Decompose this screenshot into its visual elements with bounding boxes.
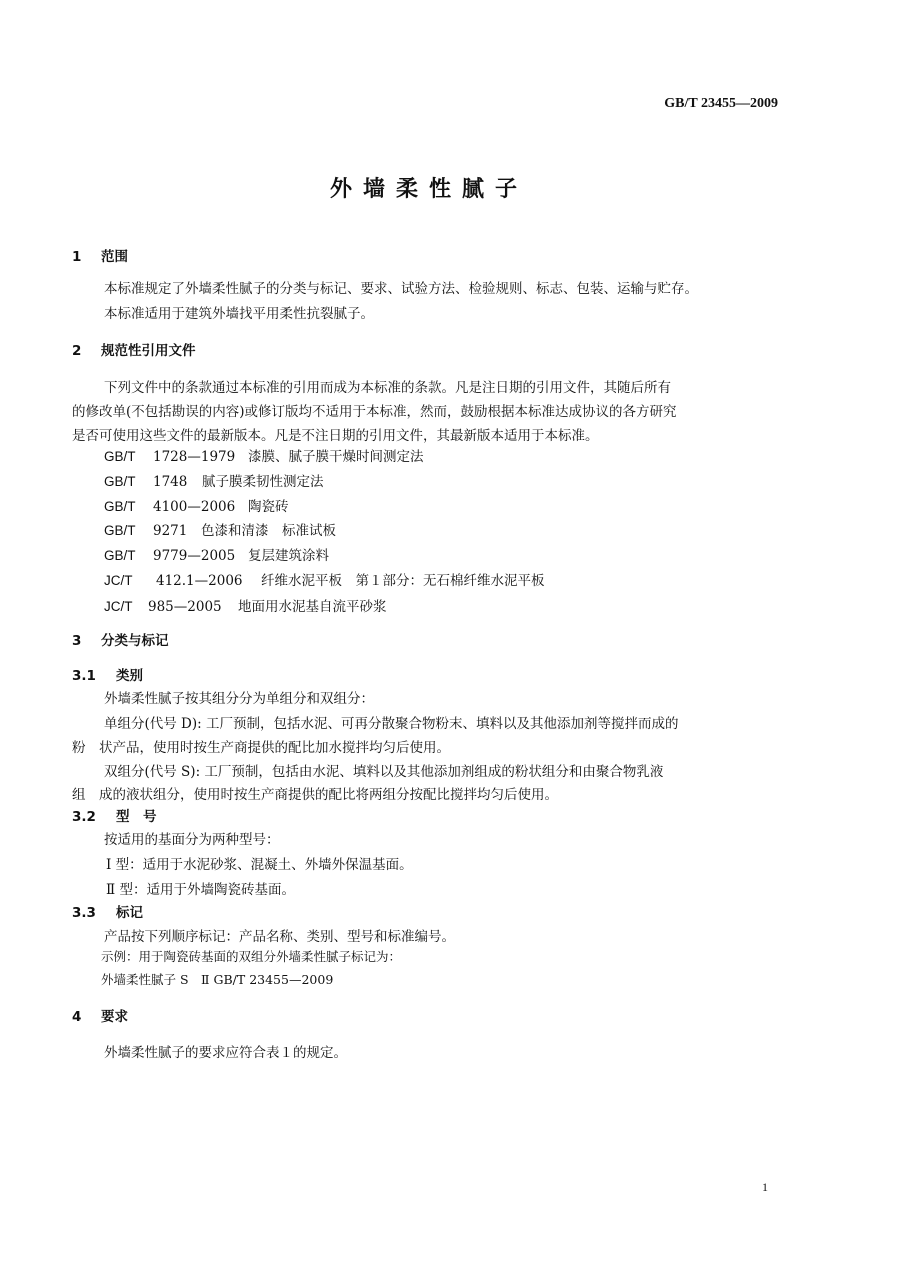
paragraph: 本标准规定了外墙柔性腻子的分类与标记、要求、试验方法、检验规则、标志、包装、运输与贮存。 — [104, 281, 698, 297]
section-number: 1 — [72, 249, 82, 265]
paragraph-line: 下列文件中的条款通过本标准的引用而成为本标准的条款。凡是注日期的引用文件，其随后所有 — [104, 380, 671, 396]
paragraph-line: 双组分(代号 S): 工厂预制，包括由水泥、填料以及其他添加剂组成的粉状组分和由聚合物乳液 — [104, 764, 664, 780]
paragraph-line: 组 成的液状组分，使用时按生产商提供的配比将两组分按配比搅拌均匀后使用。 — [72, 787, 558, 803]
document-title: 外墙柔性腻子 — [329, 177, 528, 202]
section-number: 3 — [72, 633, 82, 649]
reference-title: 复层建筑涂料 — [248, 548, 329, 564]
example-marking: 外墙柔性腻子 S Ⅱ GB/T 23455—2009 — [101, 972, 334, 987]
section-1-heading — [72, 245, 128, 265]
reference-number: 9779—2005 — [153, 548, 236, 564]
reference-code: GB/T — [104, 523, 136, 538]
reference-item — [104, 495, 289, 515]
section-title: 要求 — [101, 1009, 128, 1025]
paragraph-line: 单组分(代号 D): 工厂预制，包括水泥、可再分散聚合物粉末、填料以及其他添加剂等搅拌而成的 — [104, 716, 679, 732]
section-title: 规范性引用文件 — [101, 343, 196, 359]
reference-code: GB/T — [104, 474, 136, 489]
paragraph: Ⅰ 型：适用于水泥砂浆、混凝土、外墙外保温基面。 — [106, 857, 413, 873]
paragraph: 产品按下列顺序标记：产品名称、类别、型号和标准编号。 — [104, 929, 455, 945]
reference-item — [104, 544, 329, 564]
paragraph-line: 的修改单(不包括勘误的内容)或修订版均不适用于本标准，然而，鼓励根据本标准达成协议的各方研究 — [72, 404, 677, 420]
reference-number: 1748 — [153, 474, 188, 490]
subsection-3-3-heading — [72, 901, 143, 921]
subsection-3-2-heading — [72, 805, 157, 825]
subsection-title: 型 号 — [116, 809, 157, 825]
paragraph: Ⅱ 型：适用于外墙陶瓷砖基面。 — [106, 882, 295, 898]
reference-title: 地面用水泥基自流平砂浆 — [238, 599, 387, 615]
paragraph: 外墙柔性腻子按其组分分为单组分和双组分： — [104, 691, 374, 707]
standard-number: GB/T 23455—2009 — [664, 96, 778, 111]
paragraph-line: 是否可使用这些文件的最新版本。凡是不注日期的引用文件，其最新版本适用于本标准。 — [72, 428, 599, 444]
reference-number: 985—2005 — [148, 599, 222, 615]
reference-number: 1728—1979 — [153, 449, 236, 465]
reference-number: 4100—2006 — [153, 499, 236, 515]
subsection-3-1-heading — [72, 664, 143, 684]
section-4-heading — [72, 1005, 128, 1025]
paragraph-line: 粉 状产品，使用时按生产商提供的配比加水搅拌均匀后使用。 — [72, 740, 450, 756]
subsection-number: 3.3 — [72, 905, 96, 921]
paragraph: 本标准适用于建筑外墙找平用柔性抗裂腻子。 — [104, 306, 374, 322]
reference-title: 腻子膜柔韧性测定法 — [202, 474, 324, 490]
reference-number: 412.1—2006 — [156, 573, 243, 589]
reference-code: GB/T — [104, 548, 136, 563]
paragraph: 按适用的基面分为两种型号： — [104, 832, 280, 848]
reference-item — [104, 470, 324, 490]
reference-code: GB/T — [104, 499, 136, 514]
reference-code: GB/T — [104, 449, 136, 464]
reference-code: JC/T — [104, 599, 133, 614]
reference-item — [104, 519, 336, 539]
reference-item — [104, 445, 424, 465]
reference-title: 色漆和清漆 标准试板 — [201, 523, 336, 539]
section-number: 2 — [72, 343, 82, 359]
reference-item — [104, 595, 387, 615]
section-2-heading — [72, 339, 196, 359]
reference-title: 纤维水泥平板 第１部分：无石棉纤维水泥平板 — [261, 573, 545, 589]
subsection-title: 标记 — [116, 905, 143, 921]
example-label: 示例：用于陶瓷砖基面的双组分外墙柔性腻子标记为： — [101, 949, 402, 964]
reference-code: JC/T — [104, 573, 133, 588]
reference-title: 陶瓷砖 — [248, 499, 289, 515]
reference-title: 漆膜、腻子膜干燥时间测定法 — [248, 449, 424, 465]
subsection-title: 类别 — [116, 668, 143, 684]
paragraph: 外墙柔性腻子的要求应符合表１的规定。 — [104, 1045, 347, 1061]
reference-item — [104, 569, 545, 589]
subsection-number: 3.2 — [72, 809, 96, 825]
section-3-heading — [72, 629, 169, 649]
reference-number: 9271 — [153, 523, 188, 539]
section-number: 4 — [72, 1009, 82, 1025]
section-title: 范围 — [101, 249, 128, 265]
section-title: 分类与标记 — [101, 633, 169, 649]
subsection-number: 3.1 — [72, 668, 96, 684]
page-number: 1 — [762, 1180, 768, 1194]
